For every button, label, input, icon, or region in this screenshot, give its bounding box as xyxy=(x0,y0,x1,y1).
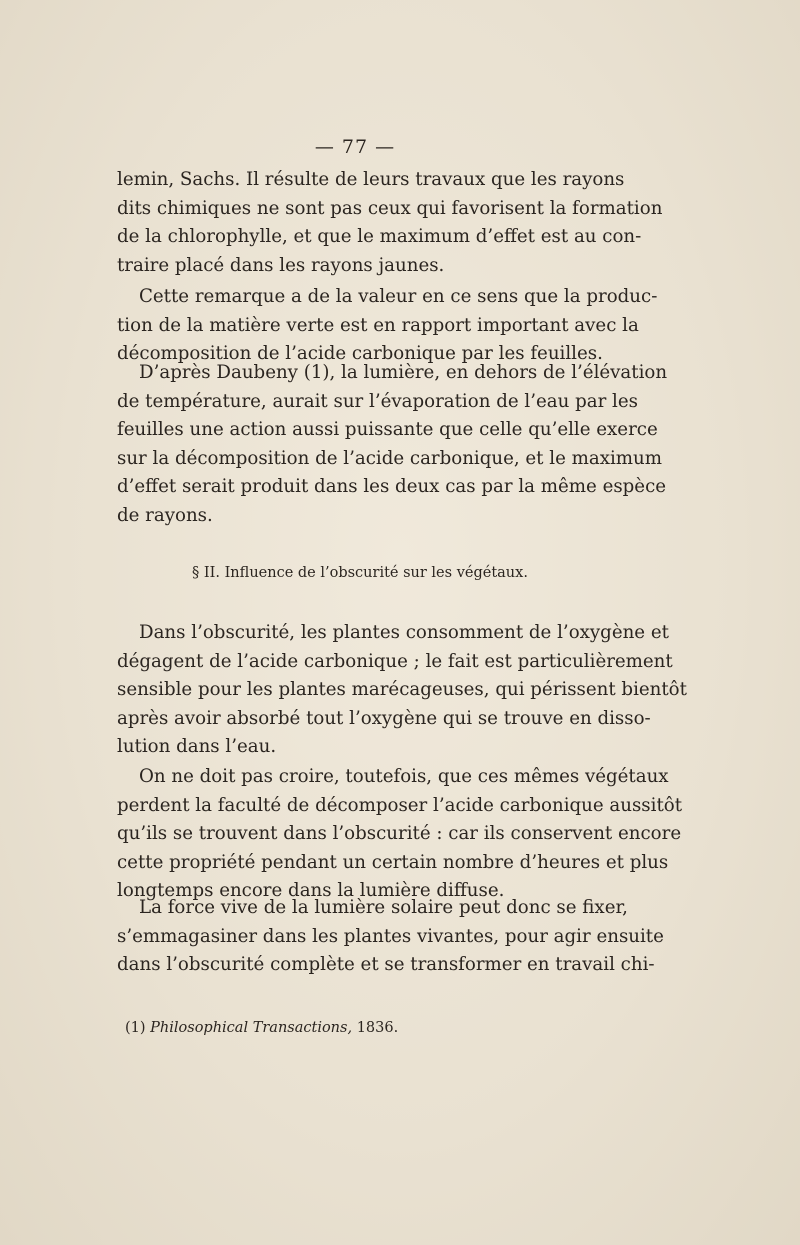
paragraph-6 xyxy=(117,894,664,980)
footnote-marker: (1) xyxy=(125,1020,146,1036)
text-line: La force vive de la lumière solaire peut donc se fixer, xyxy=(139,897,628,918)
text-line: lution dans l’eau. xyxy=(117,736,277,757)
section-heading: § II. Influence de l’obscurité sur les végétaux. xyxy=(192,565,528,581)
text-line: dits chimiques ne sont pas ceux qui favorisent la formation xyxy=(117,197,663,219)
paragraph-1 xyxy=(117,166,663,280)
text-line: de la chlorophylle, et que le maximum d’effet est au con- xyxy=(117,226,642,247)
text-line: de rayons. xyxy=(117,504,213,526)
text-line: D’après Daubeny (1), la lumière, en dehors de l’élévation xyxy=(139,362,668,383)
paragraph-5 xyxy=(117,763,683,906)
text-line: Cette remarque a de la valeur en ce sens que la produc- xyxy=(139,286,658,307)
text-line: d’effet serait produit dans les deux cas par la même espèce xyxy=(117,476,667,497)
footnote-year: 1836. xyxy=(356,1020,399,1036)
text-line: feuilles une action aussi puissante que celle qu’elle exerce xyxy=(117,419,658,440)
text-line: lemin, Sachs. Il résulte de leurs travaux que les rayons xyxy=(117,169,625,190)
footnote-title: Philosophical Transactions, xyxy=(150,1020,353,1036)
paragraph-2 xyxy=(117,283,658,369)
paragraph-3 xyxy=(117,359,668,530)
text-line: Dans l’obscurité, les plantes consomment de l’oxygène et xyxy=(139,622,669,643)
text-line: longtemps encore dans la lumière diffuse. xyxy=(117,880,505,901)
text-line: sensible pour les plantes marécageuses, qui périssent bientôt xyxy=(117,679,687,700)
text-line: perdent la faculté de décomposer l’acide carbonique aussitôt xyxy=(117,794,683,816)
text-line: dans l’obscurité complète et se transformer en travail chi- xyxy=(117,954,655,975)
paragraph-4 xyxy=(117,619,687,762)
page-number: — 77 — xyxy=(314,136,396,158)
text-line: de température, aurait sur l’évaporation de l’eau par les xyxy=(117,390,638,412)
text-line: qu’ils se trouvent dans l’obscurité : car ils conservent encore xyxy=(117,823,682,844)
footnote xyxy=(125,1020,398,1036)
text-line: tion de la matière verte est en rapport important avec la xyxy=(117,314,639,336)
text-line: s’emmagasiner dans les plantes vivantes, pour agir ensuite xyxy=(117,925,664,947)
text-line: sur la décomposition de l’acide carbonique, et le maximum xyxy=(117,447,662,469)
text-line: après avoir absorbé tout l’oxygène qui se trouve en disso- xyxy=(117,707,651,729)
text-line: dégagent de l’acide carbonique ; le fait est particulièrement xyxy=(117,650,673,672)
text-line: On ne doit pas croire, toutefois, que ces mêmes végétaux xyxy=(139,766,669,787)
text-line: cette propriété pendant un certain nombre d’heures et plus xyxy=(117,851,669,873)
text-line: décomposition de l’acide carbonique par les feuilles. xyxy=(117,343,603,364)
text-line: traire placé dans les rayons jaunes. xyxy=(117,254,445,276)
